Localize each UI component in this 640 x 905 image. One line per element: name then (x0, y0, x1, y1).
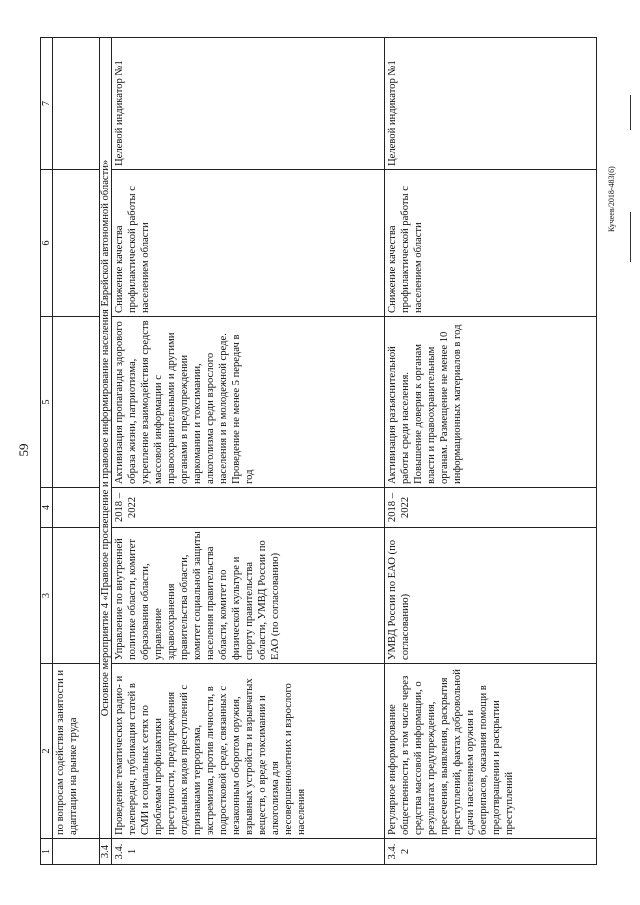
column-number-6: 6 (41, 170, 53, 317)
section-title: Основное мероприятие 4 «Правовое просвещение и правовое информирование населения Еврейской автономной области» (100, 38, 112, 839)
row-indicator: Целевой индикатор №1 (385, 38, 597, 170)
continuation-result (53, 170, 100, 317)
column-number-1: 1 (41, 839, 53, 865)
row-content: Активизация разъяснительной работы среди населения. Повышение доверия к органам власти и правоохранительным органам. Размещение не менее 10 информационных материалов в год (385, 317, 597, 488)
continuation-period (53, 488, 100, 528)
margin-line-bottom (630, 212, 631, 262)
section-row (100, 38, 112, 865)
row-result: Снижение качества профилактической работы с населением области (385, 170, 597, 317)
column-number-5: 5 (41, 317, 53, 488)
column-number-7: 7 (41, 38, 53, 170)
column-number-2: 2 (41, 664, 53, 839)
row-content: Активизация пропаганды здорового образа жизни, патриотизма, укрепление взаимодействия средств массовой информации с правоохранительными и другими органами в предупреждении наркомании и токсимании, алкоголизма среди взрослого населения и в молодежной среде. Проведение не менее 5 передач в год (112, 317, 385, 488)
column-number-4: 4 (41, 488, 53, 528)
row-period: 2018 – 2022 (385, 488, 597, 528)
row-period: 2018 – 2022 (112, 488, 385, 528)
column-number-row (41, 38, 53, 865)
row-executor: УМВД России по ЕАО (по согласованию) (385, 528, 597, 664)
section-number: 3.4 (100, 839, 112, 865)
row-executor: Управление по внутренней политике области, комитет образования области, управление здравоохранения правительства области, комитет социальной защиты населения правительства области, комитет по физической культуре и спорту правительства области, УМВД России по ЕАО (по согласованию) (112, 528, 385, 664)
page-number: 59 (16, 443, 31, 457)
continuation-indicator (53, 38, 100, 170)
row-number: 3.4.1 (112, 839, 385, 865)
measures-table (40, 37, 597, 865)
margin-line-top (630, 95, 631, 130)
table-container (40, 38, 597, 865)
row-result: Снижение качества профилактической работы с населением области (112, 170, 385, 317)
row-action: Проведение тематических радио- и телепередач, публикация статей в СМИ и социальных сетях по проблемам профилактики преступности, предупреждения отдельных видов преступлений с признаками терроризма, экстремизма, против личности, в подростковой среде, связанных с незаконным оборотом оружия, взрывных устройств и взрывчатых веществ, о вреде токсимании и алкоголизма для несовершеннолетних и взрослого населения (112, 664, 385, 839)
row-number: 3.4.2 (385, 839, 597, 865)
continuation-content (53, 317, 100, 488)
continuation-row (53, 38, 100, 865)
column-number-3: 3 (41, 528, 53, 664)
continuation-executor (53, 528, 100, 664)
table-row (385, 38, 597, 865)
rotated-table-area (40, 38, 597, 865)
table-row (112, 38, 385, 865)
row-action: Регулярное информирование общественности, в том числе через средства массовой информации, о результатах предупреждения, пресечения, выявления, раскрытия преступлений, фактах добровольной сдачи населением оружия и боеприпасов, оказания помощи в предотвращении и раскрытии преступлений (385, 664, 597, 839)
continuation-action: по вопросам содействия занятости и адаптации на рынке труда (53, 664, 100, 839)
document-code: Кучеев/2018-483(6) (607, 166, 616, 232)
continuation-num (53, 839, 100, 865)
row-indicator: Целевой индикатор №1 (112, 38, 385, 170)
